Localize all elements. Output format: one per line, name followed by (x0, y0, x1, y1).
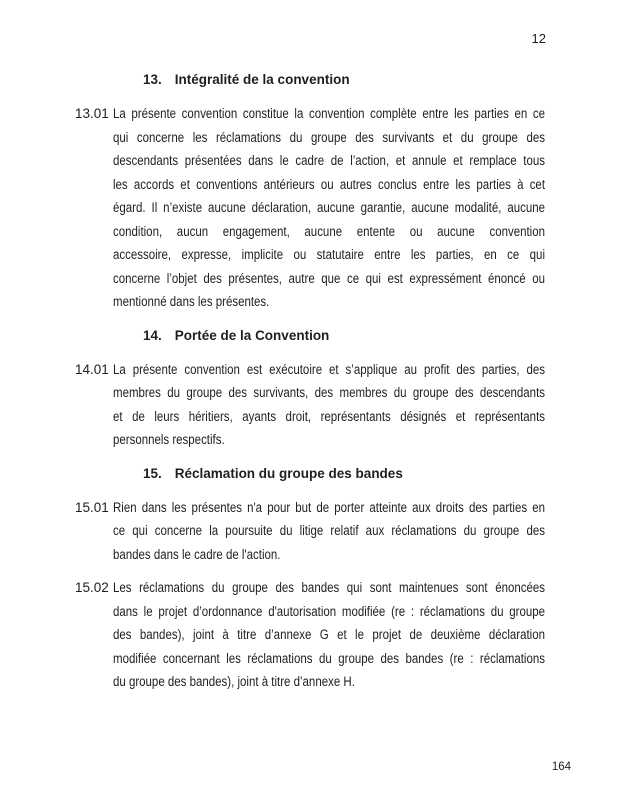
text-line: Les réclamations du groupe des bandes qui sont maintenues sont énoncées (113, 580, 546, 595)
paragraph-number: 13.01 (75, 106, 109, 121)
text-line: La présente convention est exécutoire et s’applique au profit des parties, des (113, 361, 546, 377)
paragraph-13.01 (75, 102, 545, 314)
text-line: des bandes), joint à titre d’annexe G et le projet de deuxième déclaration (113, 627, 546, 642)
section-heading (75, 68, 545, 91)
text-line: bandes dans le cadre de l'action. (113, 546, 281, 562)
document-content (75, 68, 545, 704)
text-line: dans le projet d’ordonnance d'autorisation modifiée (re : réclamations du groupe (113, 603, 546, 619)
text-line: condition, aucun engagement, aucune entente ou aucune convention (113, 223, 546, 239)
text-line: descendants présentées dans le cadre de l’action, et annule et remplace tous (113, 153, 546, 168)
text-line: et de leurs héritiers, ayants droit, représentants désignés et représentants (113, 408, 546, 424)
section-number: 15. (143, 465, 162, 481)
paragraph-number: 15.02 (75, 580, 109, 595)
paragraph-body (113, 496, 545, 567)
text-line: qui concerne les réclamations du groupe des survivants et du groupe des (113, 129, 546, 145)
text-line: personnels respectifs. (113, 432, 225, 447)
text-line: égard. Il n’existe aucune déclaration, aucune garantie, aucune modalité, aucune (113, 200, 546, 215)
paragraph-body (113, 576, 545, 694)
text-line: membres du groupe des survivants, des membres du groupe des descendants (113, 385, 546, 400)
section-title: Portée de la Convention (174, 327, 330, 343)
section-title: Réclamation du groupe des bandes (174, 465, 403, 481)
paragraph-15.01 (75, 496, 545, 567)
text-line: du groupe des bandes), joint à titre d’annexe H. (113, 674, 355, 689)
section-15 (75, 462, 545, 694)
section-number: 14. (143, 327, 162, 343)
section-13 (75, 68, 545, 314)
footer-page-number: 164 (551, 761, 571, 773)
section-heading (75, 324, 545, 347)
section-title: Intégralité de la convention (174, 72, 350, 87)
paragraph-body (113, 358, 545, 452)
text-line: concerne l’objet des présentes, autre que ce qui est expressément énoncé ou (113, 270, 546, 286)
paragraph-15.02 (75, 576, 545, 694)
paragraph-14.01 (75, 358, 545, 452)
section-heading (75, 462, 545, 485)
text-line: les accords et conventions antérieurs ou autres conclus entre les parties à cet (113, 176, 546, 192)
text-line: mentionné dans les présentes. (113, 294, 270, 309)
section-14 (75, 324, 545, 452)
section-number: 13. (143, 72, 162, 87)
paragraph-body (113, 102, 545, 314)
text-line: Rien dans les présentes n'a pour but de porter atteinte aux droits des parties en (113, 499, 546, 515)
text-line: modifiée concernant les réclamations du groupe des bandes (re : réclamations (113, 650, 546, 666)
paragraph-number: 14.01 (75, 361, 109, 377)
text-line: ce qui concerne la poursuite du litige relatif aux réclamations du groupe des (113, 523, 546, 538)
header-page-number: 12 (531, 31, 546, 46)
text-line: La présente convention constitue la convention complète entre les parties en ce (113, 106, 546, 121)
text-line: accessoire, expresse, implicite ou statutaire entre les parties, en ce qui (113, 247, 546, 262)
paragraph-number: 15.01 (75, 499, 109, 515)
